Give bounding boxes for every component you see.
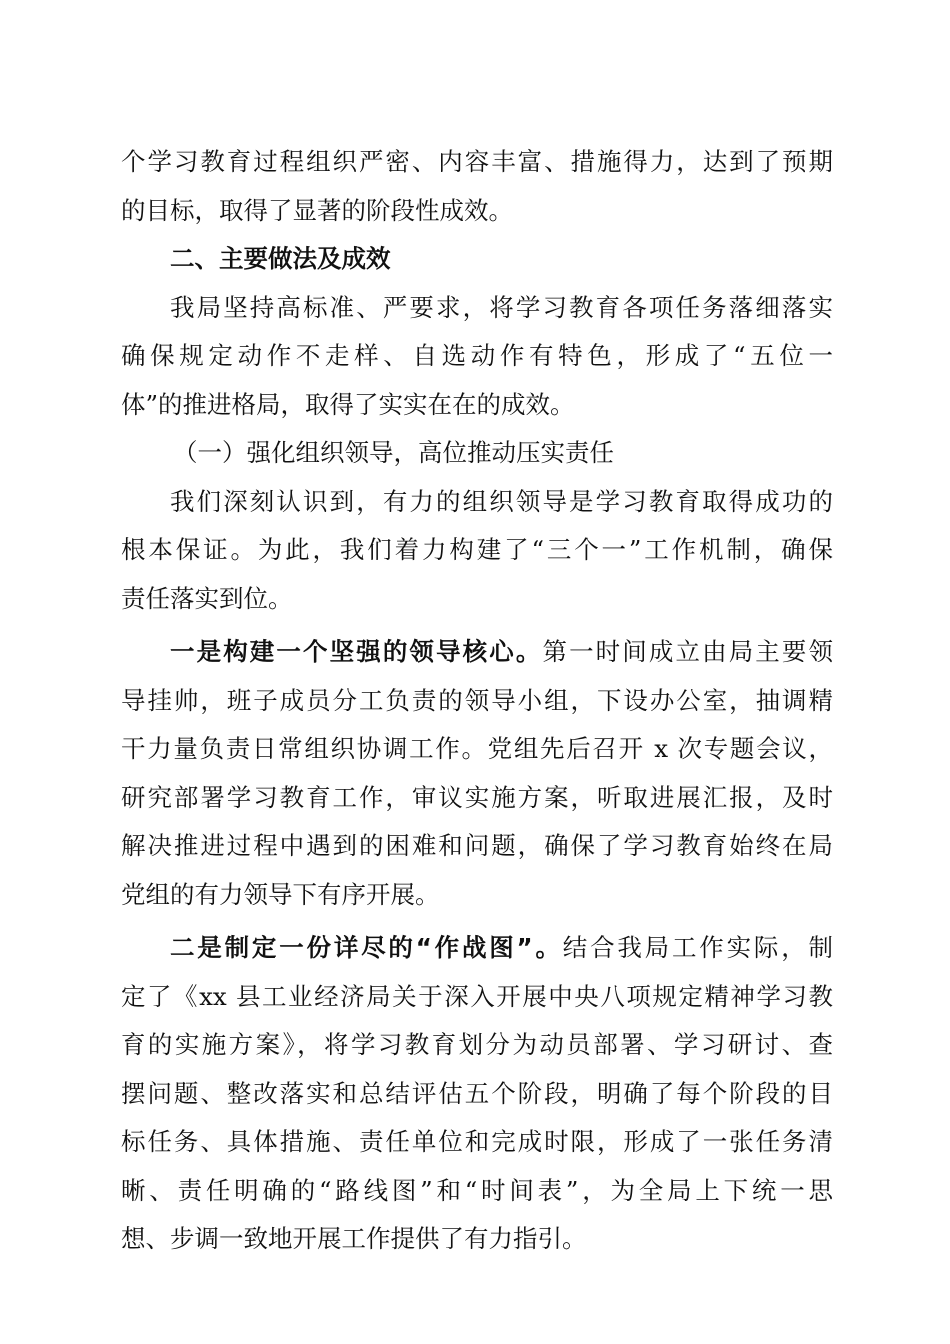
point2-first-line bbox=[121, 924, 833, 973]
document-page bbox=[121, 138, 833, 1264]
point2-line-5: 标任务、具体措施、责任单位和完成时限，形成了一张任务清 bbox=[121, 1127, 833, 1156]
point1-first-rest: 第一时间成立由局主要领 bbox=[542, 637, 833, 666]
section-heading: 二、主要做法及成效 bbox=[170, 244, 391, 273]
point2-line-3: 育的实施方案》，将学习教育划分为动员部署、学习研讨、查 bbox=[121, 1030, 833, 1059]
subheading: （一）强化组织领导，高位推动压实责任 bbox=[173, 438, 614, 467]
section-para-line-3: 体”的推进格局，取得了实实在在的成效。 bbox=[121, 389, 575, 419]
point2-line-6: 晰、责任明确的“路线图”和“时间表”，为全局上下统一思 bbox=[121, 1175, 833, 1205]
point2-first-rest: 结合我局工作实际，制 bbox=[562, 933, 833, 962]
point1-line-5: 解决推进过程中遇到的困难和问题，确保了学习教育始终在局 bbox=[121, 831, 833, 860]
point2-line-2: 定了《xx 县工业经济局关于深入开展中央八项规定精神学习教 bbox=[121, 981, 833, 1011]
intro-line-1: 个学习教育过程组织严密、内容丰富、措施得力，达到了预期 bbox=[121, 147, 833, 176]
point2-line-4: 摆问题、整改落实和总结评估五个阶段，明确了每个阶段的目 bbox=[121, 1078, 833, 1108]
section-para-line-2: 确保规定动作不走样、自选动作有特色，形成了“五位一 bbox=[121, 341, 833, 370]
point1-line-2: 导挂帅，班子成员分工负责的领导小组，下设办公室，抽调精 bbox=[121, 685, 833, 715]
sub-para-line-3: 责任落实到位。 bbox=[121, 583, 293, 613]
point1-line-4: 研究部署学习教育工作，审议实施方案，听取进展汇报，及时 bbox=[121, 782, 833, 812]
point1-lead: 一是构建一个坚强的领导核心。 bbox=[170, 637, 543, 666]
point1-line-3: 干力量负责日常组织协调工作。党组先后召开 x 次专题会议， bbox=[121, 734, 833, 763]
section-para-line-1: 我局坚持高标准、严要求，将学习教育各项任务落细落实 bbox=[170, 292, 833, 322]
point1-line-6: 党组的有力领导下有序开展。 bbox=[121, 879, 440, 909]
sub-para-line-2: 根本保证。为此，我们着力构建了“三个一”工作机制，确保 bbox=[121, 535, 833, 564]
point2-lead: 二是制定一份详尽的“作战图”。 bbox=[170, 933, 563, 962]
point2-line-7: 想、步调一致地开展工作提供了有力指引。 bbox=[121, 1224, 587, 1253]
point1-first-line bbox=[121, 628, 833, 677]
intro-line-2: 的目标，取得了显著的阶段性成效。 bbox=[121, 195, 513, 225]
sub-para-line-1: 我们深刻认识到，有力的组织领导是学习教育取得成功的 bbox=[170, 486, 833, 516]
